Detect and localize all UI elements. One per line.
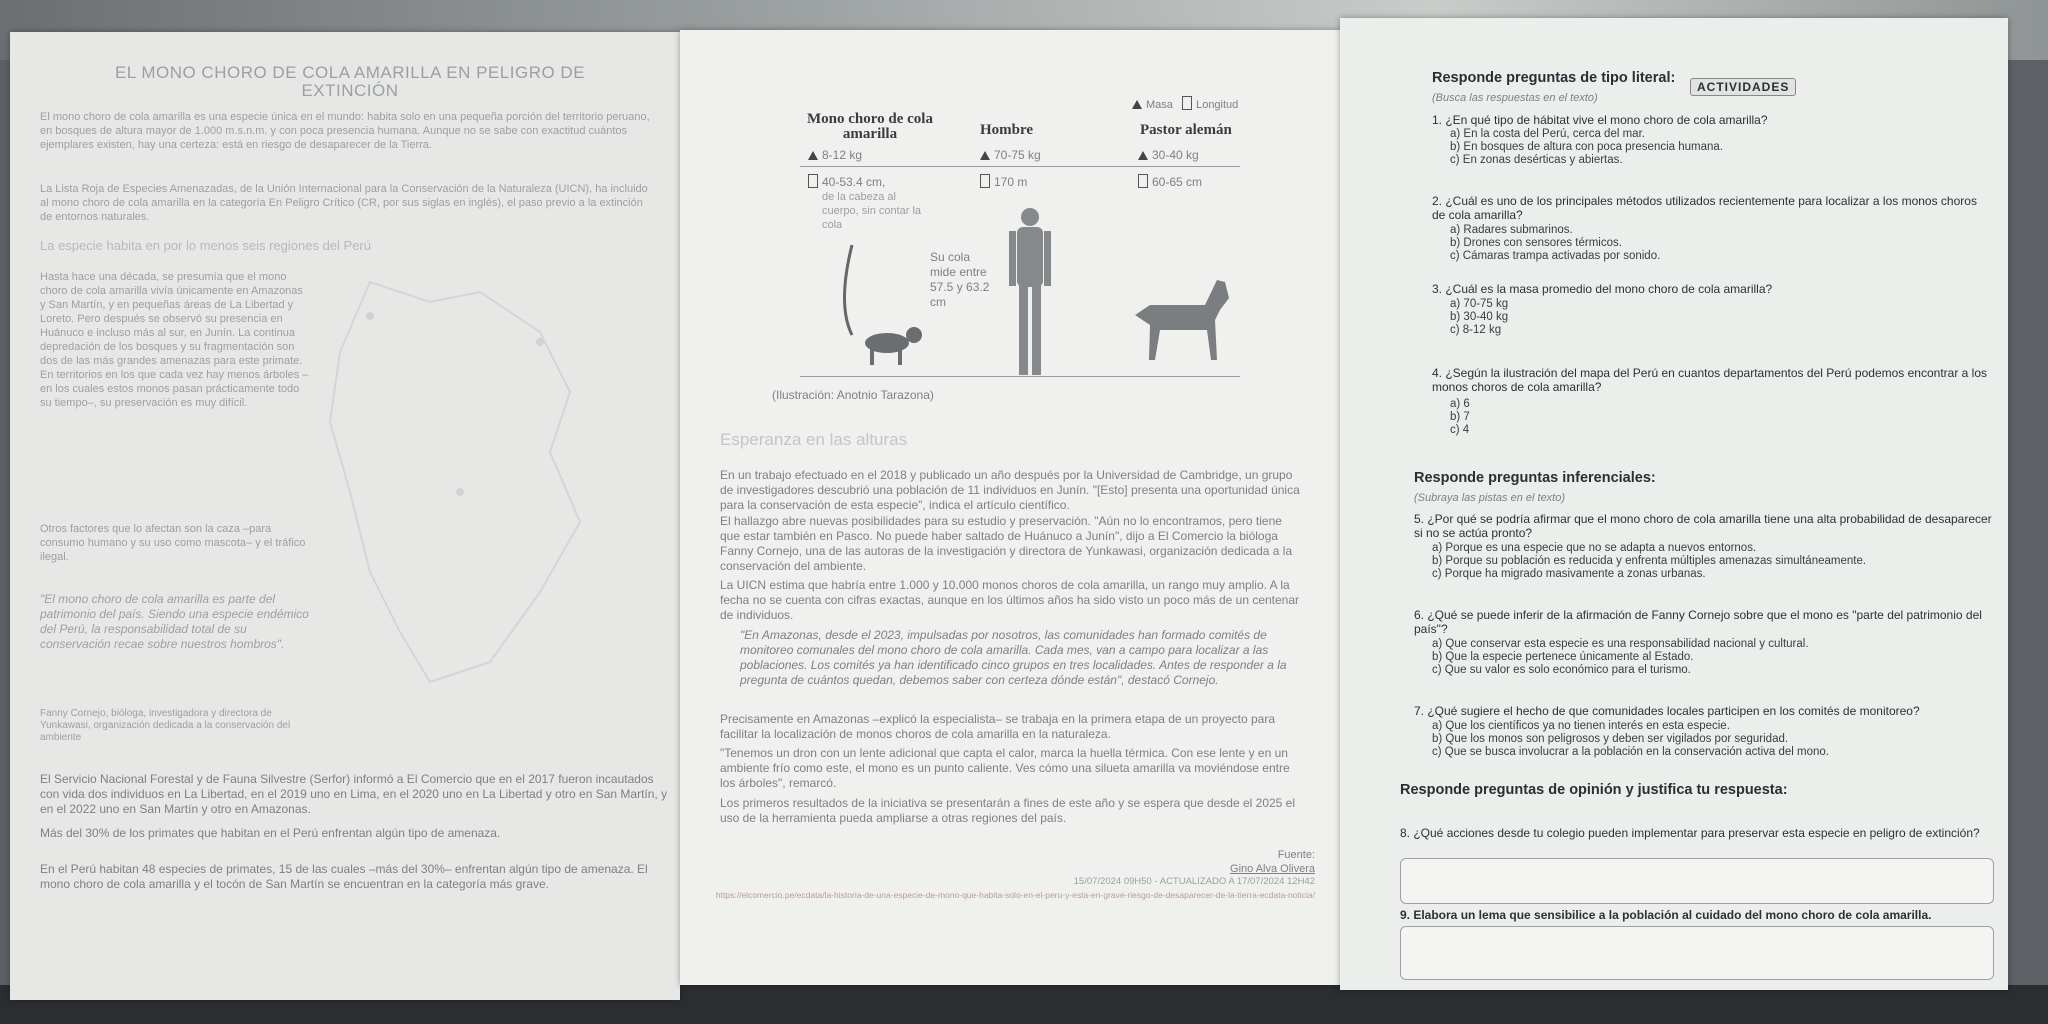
q5-option-b[interactable]: b) Porque su población es reducida y enfrenta múltiples amenazas simultáneamente. bbox=[1432, 555, 1867, 567]
length-icon bbox=[980, 174, 990, 188]
q2-option-c[interactable]: c) Cámaras trampa activadas por sonido. bbox=[1450, 250, 1661, 262]
q4-option-c[interactable]: c) 4 bbox=[1450, 424, 1470, 436]
dog-illustration bbox=[1125, 260, 1235, 370]
paragraph-1: En un trabajo efectuado en el 2018 y publicado un año después por la Universidad de Cambridge, un grupo de investigadores descubrió una población de 11 individuos en Junín. "[Esto] presenta una oportunidad única para la conservación de esta especie", indica el artículo científico. bbox=[720, 468, 1300, 512]
literal-section-title: Responde preguntas de tipo literal: bbox=[1432, 70, 1676, 86]
monkey-illustration bbox=[832, 225, 942, 375]
question-8: 8. ¿Qué acciones desde tu colegio pueden implementar para preservar esta especie en peligro de extinción? bbox=[1400, 826, 1980, 840]
weight-icon bbox=[1138, 151, 1148, 160]
peru-map bbox=[310, 272, 640, 692]
legend: Masa Longitud bbox=[1132, 96, 1238, 112]
monkey-mass: 8-12 kg bbox=[822, 148, 863, 162]
question-9: 9. Elabora un lema que sensibilice a la población al cuidado del mono choro de cola amarilla. bbox=[1400, 908, 1932, 922]
q2-option-b[interactable]: b) Drones con sensores térmicos. bbox=[1450, 237, 1622, 249]
activities-badge: ACTIVIDADES bbox=[1690, 78, 1796, 96]
q6-option-b[interactable]: b) Que la especie pertenece únicamente al Estado. bbox=[1432, 651, 1694, 663]
section-subhead: Esperanza en las alturas bbox=[720, 430, 908, 449]
iucn-paragraph: La Lista Roja de Especies Amenazadas, de la Unión Internacional para la Conservación de la Naturaleza (UICN), ha incluido al mono choro de cola amarilla en la categoría En Peligro Crítico (CR, por sus siglas en inglés), el paso previo a la extinción de entornos naturales. bbox=[40, 183, 648, 223]
q6-option-c[interactable]: c) Que su valor es solo económico para el turismo. bbox=[1432, 664, 1691, 676]
intro-paragraph: El mono choro de cola amarilla es una especie única en el mundo: habita solo en una pequeña porción del territorio peruano, en bosques de altura mayor de 1.000 m.s.n.m. y con poca presencia humana. Aunque no se sabe con exactitud cuántos ejemplares existen, hay una certeza: está en riesgo de desaparecer de la Tierra. bbox=[40, 111, 650, 151]
q7-option-a[interactable]: a) Que los científicos ya no tienen interés en esta especie. bbox=[1432, 720, 1730, 732]
paragraph-7: Los primeros resultados de la iniciativa se presentarán a fines de este año y se espera que desde el 2025 el uso de la herramienta pueda ampliarse a otras regiones del país. bbox=[720, 796, 1296, 825]
column-monkey: Mono choro de cola amarilla bbox=[807, 111, 933, 142]
q3-option-a[interactable]: a) 70-75 kg bbox=[1450, 298, 1509, 310]
column-man: Hombre bbox=[980, 122, 1034, 138]
paragraph-5: Precisamente en Amazonas –explicó la especialista– se trabaja en la primera etapa de un proyecto para facilitar la localización de monos choros de cola amarilla en la naturaleza. bbox=[720, 712, 1275, 741]
q7-option-c[interactable]: c) Que se busca involucrar a la población en la conservación activa del mono. bbox=[1432, 746, 1829, 758]
serfor-paragraph: El Servicio Nacional Forestal y de Fauna Silvestre (Serfor) informó a El Comercio que en el 2017 fueron incautados con vida dos individuos en La Libertad, en el 2019 uno en Lima, en el 2020 uno en La Libertad y otro en San Martín, y en el 2022 uno en San Martín y otro en Amazonas. bbox=[40, 772, 668, 816]
cornejo-quote: "El mono choro de cola amarilla es parte del patrimonio del país. Siendo una especie endémico del Perú, la responsabilidad total de su conservación recae sobre nuestros hombros". bbox=[40, 592, 309, 651]
q5-option-c[interactable]: c) Porque ha migrado masivamente a zonas urbanas. bbox=[1432, 568, 1706, 580]
man-length: 170 m bbox=[994, 175, 1028, 189]
length-icon bbox=[1182, 96, 1192, 110]
paragraph-4: "En Amazonas, desde el 2023, impulsadas por nosotros, las comunidades han formado comités de monitoreo comunales del mono choro de cola amarilla. Cada mes, van a campo para localizar a las poblaciones. Los comités ya han identificado cinco grupos en tres localidades. Antes de responder a la pregunta de cuántos quedan, debemos saber con certeza dónde están", destacó Cornejo. bbox=[740, 628, 1287, 687]
page-right bbox=[1340, 18, 2008, 990]
habitat-paragraph: Hasta hace una década, se presumía que el mono choro de cola amarilla vivía únicamente en Amazonas y San Martín, y en pequeñas áreas de La Libertad y Loreto. Pero después se observó su presencia en Huánuco e incluso más al sur, en Junín. La continua depredación de los bosques y su fragmentación son dos de las más grandes amenazas para este primate. En territorios en los que cada vez hay menos árboles –en los cuales estos monos pasan prácticamente todo su tiempo–, su preservación es muy difícil. bbox=[40, 271, 309, 409]
answer-9-box[interactable] bbox=[1400, 926, 1994, 980]
man-mass: 70-75 kg bbox=[994, 148, 1041, 162]
page-middle bbox=[680, 30, 1340, 985]
monkey-length: 40-53.4 cm, bbox=[822, 175, 886, 189]
paragraph-3: La UICN estima que habría entre 1.000 y 10.000 monos choros de cola amarilla, un rango muy amplio. A la fecha no se cuenta con cifras exactas, aunque en los últimos años ha sido visto un poco más de un centenar de individuos. bbox=[720, 578, 1300, 622]
species-paragraph: En el Perú habitan 48 especies de primates, 15 de las cuales –más del 30%– enfrentan algún tipo de amenaza. El mono choro de cola amarilla y el tocón de San Martín se encuentran en la categoría más grave. bbox=[40, 862, 648, 891]
inferential-section-hint: (Subraya las pistas en el texto) bbox=[1414, 492, 1566, 504]
page-left bbox=[10, 32, 680, 1000]
monkey-length-note: de la cabeza al cuerpo, sin contar la cola bbox=[822, 191, 922, 231]
opinion-section-title: Responde preguntas de opinión y justifica tu respuesta: bbox=[1400, 782, 1788, 798]
q2-option-a[interactable]: a) Radares submarinos. bbox=[1450, 224, 1573, 236]
dog-mass: 30-40 kg bbox=[1152, 148, 1199, 162]
dog-length: 60-65 cm bbox=[1152, 175, 1203, 189]
illustration-credit: (Ilustración: Anotnio Tarazona) bbox=[772, 388, 934, 402]
answer-8-area[interactable] bbox=[1400, 858, 1994, 904]
q4-option-a[interactable]: a) 6 bbox=[1450, 398, 1470, 410]
paragraph-2: El hallazgo abre nuevas posibilidades para su estudio y preservación. "Aún no lo encontramos, pero tiene que estar también en Pasco. No puede haber saltado de Huánuco a Junín", dijo a El Comercio la bióloga Fanny Cornejo, una de las autoras de la investigación y directora de Yunkawasi, organización dedicada a la conservación del ambiente. bbox=[720, 514, 1293, 573]
source-date: 15/07/2024 09H50 - ACTUALIZADO A 17/07/2024 12H42 bbox=[1073, 876, 1315, 887]
primates-stat: Más del 30% de los primates que habitan en el Perú enfrentan algún tipo de amenaza. bbox=[40, 826, 501, 840]
weight-icon bbox=[980, 151, 990, 160]
q4-option-b[interactable]: b) 7 bbox=[1450, 411, 1470, 423]
question-5: 5. ¿Por qué se podría afirmar que el mono choro de cola amarilla tiene una alta probabilidad de desaparecer si no se actúa pronto? bbox=[1414, 512, 1992, 540]
q5-option-a[interactable]: a) Porque es una especie que no se adapta a nuevos entornos. bbox=[1432, 542, 1757, 554]
question-6: 6. ¿Qué se puede inferir de la afirmación de Fanny Cornejo sobre que el mono es "parte del patrimonio del país"? bbox=[1414, 608, 1982, 636]
tail-note: Su cola mide entre 57.5 y 63.2 cm bbox=[930, 250, 990, 309]
weight-icon bbox=[1132, 100, 1142, 109]
question-7: 7. ¿Qué sugiere el hecho de que comunidades locales participen en los comités de monitoreo? bbox=[1414, 704, 1920, 718]
q7-option-b[interactable]: b) Que los monos son peligrosos y deben ser vigilados por seguridad. bbox=[1432, 733, 1789, 745]
literal-section-hint: (Busca las respuestas en el texto) bbox=[1432, 92, 1598, 104]
quote-author: Fanny Cornejo, bióloga, investigadora y directora de Yunkawasi, organización dedicada a la conservación del ambiente bbox=[40, 708, 291, 743]
q6-option-a[interactable]: a) Que conservar esta especie es una responsabilidad nacional y cultural. bbox=[1432, 638, 1809, 650]
source-author[interactable]: Gino Alva Olivera bbox=[1230, 863, 1315, 875]
inferential-section-title: Responde preguntas inferenciales: bbox=[1414, 470, 1656, 486]
q3-option-c[interactable]: c) 8-12 kg bbox=[1450, 324, 1502, 336]
question-4: 4. ¿Según la ilustración del mapa del Perú en cuantos departamentos del Perú podemos encontrar a los monos choros de cola amarilla? bbox=[1432, 366, 1987, 394]
threats-paragraph: Otros factores que lo afectan son la caza –para consumo humano y su uso como mascota– y el tráfico ilegal. bbox=[40, 523, 306, 563]
column-dog: Pastor alemán bbox=[1140, 122, 1232, 138]
q1-option-c[interactable]: c) En zonas desérticas y abiertas. bbox=[1450, 154, 1623, 166]
source-label: Fuente: bbox=[1277, 849, 1315, 861]
q1-option-a[interactable]: a) En la costa del Perú, cerca del mar. bbox=[1450, 128, 1645, 140]
q1-option-b[interactable]: b) En bosques de altura con poca presencia humana. bbox=[1450, 141, 1723, 153]
source-link[interactable]: https://elcomercio.pe/ecdata/la-historia-de-una-especie-de-mono-que-habita-solo-en-el-peru-y-esta-en-grave-riesgo-de-desaparecer-de-la-tierra-ecdata-noticia/ bbox=[715, 890, 1315, 900]
question-1: 1. ¿En qué tipo de hábitat vive el mono choro de cola amarilla? bbox=[1432, 113, 1768, 127]
section-subhead: La especie habita en por lo menos seis regiones del Perú bbox=[40, 238, 371, 253]
length-icon bbox=[1138, 174, 1148, 188]
question-3: 3. ¿Cuál es la masa promedio del mono choro de cola amarilla? bbox=[1432, 282, 1773, 296]
weight-icon bbox=[808, 151, 818, 160]
q3-option-b[interactable]: b) 30-40 kg bbox=[1450, 311, 1509, 323]
man-illustration bbox=[1005, 205, 1055, 380]
question-2: 2. ¿Cuál es uno de los principales métodos utilizados recientemente para localizar a los monos choros de cola amarilla? bbox=[1432, 194, 1977, 222]
length-icon bbox=[808, 174, 818, 188]
paragraph-6: "Tenemos un dron con un lente adicional que capta el calor, marca la huella térmica. Con ese lente y en un ambiente frío como este, el mono es un punto caliente. Ves cómo una silueta amarilla va moviéndose entre los árboles", remarcó. bbox=[720, 746, 1290, 790]
article-title: EL MONO CHORO DE COLA AMARILLA EN PELIGRO DE EXTINCIÓN bbox=[114, 63, 586, 100]
